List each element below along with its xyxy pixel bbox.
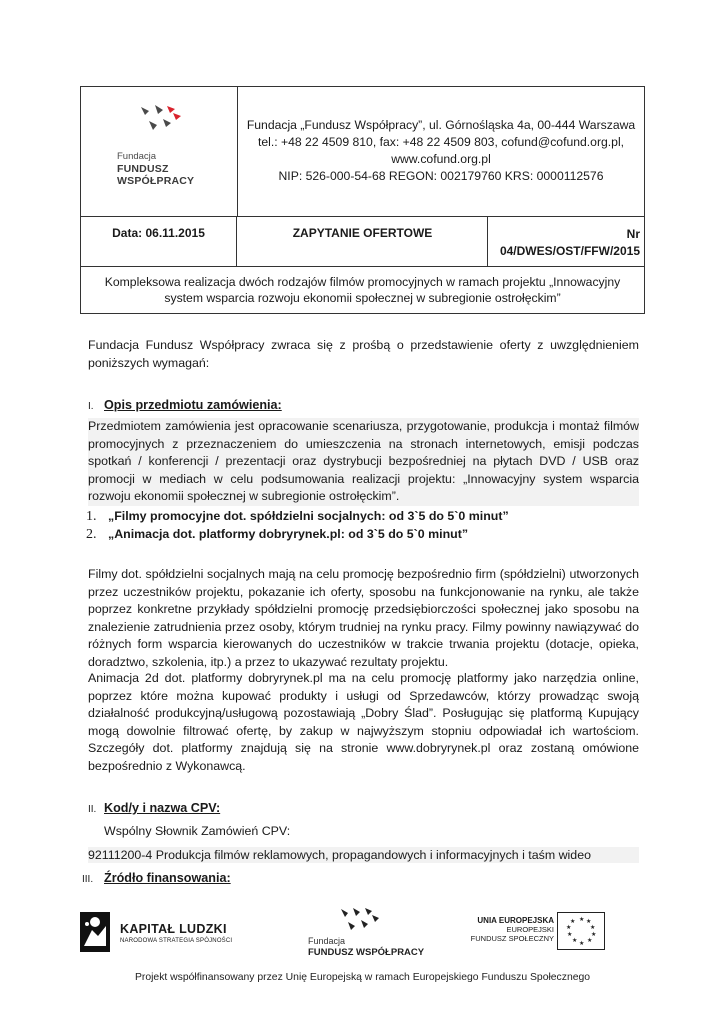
eu-line-1: UNIA EUROPEJSKA	[477, 916, 554, 925]
header-row-top	[81, 87, 644, 217]
eu-text-block	[444, 916, 554, 943]
list-item	[86, 509, 509, 525]
footer-cofinancing-note: Projekt współfinansowany przez Unię Europejską w ramach Europejskiego Funduszu Społecznego	[134, 972, 591, 983]
svg-text:★: ★	[587, 937, 593, 944]
doc-number-label: Nr	[626, 227, 640, 241]
header-row-meta	[81, 216, 644, 267]
ffw-birds-icon	[338, 906, 384, 936]
list-item-number: 2.	[86, 527, 97, 542]
section3-numeral: III.	[82, 874, 94, 885]
subject-line-1: Kompleksowa realizacja dwóch rodzajów filmów promocyjnych w ramach projektu „Innowacyjny	[104, 275, 621, 289]
svg-text:★: ★	[567, 931, 573, 938]
svg-text:★: ★	[579, 916, 585, 923]
section2-title: Kod/y i nazwa CPV:	[104, 801, 221, 815]
list-item-number: 1.	[86, 509, 97, 524]
eu-line-3: FUNDUSZ SPOŁECZNY	[470, 934, 554, 943]
section1-paragraph: Przedmiotem zamówienia jest opracowanie scenariusza, przygotowanie, produkcja i montaż filmów promocyjnych z przeznaczeniem do umieszczenia na stronach internetowych, emisji podczas spotkań / konferencji / prezentacji oraz dystrybucji bezpośredniej na płytach DVD / USB oraz promocji w mediach w celu podsumowania realizacji projektu: „Innowacyjny system wsparcia rozwoju ekonomii społecznej w subregionie ostrołęckim”.	[88, 418, 639, 506]
cpv-dictionary-label: Wspólny Słownik Zamówień CPV:	[104, 824, 291, 838]
cpv-code: 92111200-4 Produkcja filmów reklamowych, propagandowych i informacyjnych i taśm wideo	[88, 847, 639, 863]
ffw-birds-icon	[137, 103, 187, 139]
doc-number	[489, 216, 644, 266]
svg-text:★: ★	[591, 931, 597, 938]
subject-line-2: system wsparcia rozwoju ekonomii społecznej w subregionie ostrołęckim”	[164, 291, 561, 305]
list-item-text: „Filmy promocyjne dot. spółdzielni socjalnych: od 3`5 do 5`0 minut”	[108, 509, 509, 523]
svg-text:★: ★	[590, 924, 596, 931]
section1-numeral: I.	[88, 401, 94, 412]
eu-flag-icon	[557, 912, 605, 950]
kl-subtitle: NARODOWA STRATEGIA SPÓJNOŚCI	[120, 938, 233, 944]
doc-date: Data: 06.11.2015	[81, 216, 237, 266]
address-line-2: tel.: +48 22 4509 810, fax: +48 22 4509 803, cofund@cofund.org.pl,	[257, 135, 625, 149]
address-line-3: www.cofund.org.pl	[391, 152, 491, 166]
svg-text:★: ★	[566, 924, 572, 931]
kl-title: KAPITAŁ LUDZKI	[120, 922, 227, 936]
section2-numeral: II.	[88, 804, 97, 815]
section1-paragraph-2: Filmy dot. spółdzielni socjalnych mają na celu promocję bezpośrednio firm (spółdzielni) utworzonych przez uczestników projektu, pokazanie ich oferty, sposobu na funkcjonowanie na rynku, ale także poprzez konkretne przykłady spółdzielni promocję przedsiębiorczości społecznej jako sposobu na znalezienie zatrudnienia przez osoby, którym trudniej na rynku pracy. Filmy powinny nawiązywać do różnych form wsparcia kierowanych do uczestników w trakcie trwania projektu (dotacje, opieka, doradztwo, szkolenia, itp.) a przez to ukazywać rezultaty projektu.	[88, 567, 639, 669]
intro-paragraph: Fundacja Fundusz Współpracy zwraca się z prośbą o przedstawienie oferty z uwzględnieniem poniższych wymagań:	[88, 338, 639, 370]
ffw-footer-name: FUNDUSZ WSPÓŁPRACY	[308, 947, 425, 958]
section3-title: Źródło finansowania:	[104, 871, 231, 885]
logo-cell	[81, 87, 238, 216]
svg-text:★: ★	[570, 918, 576, 925]
eu-line-2: EUROPEJSKI	[506, 925, 554, 934]
section1-title: Opis przedmiotu zamówienia:	[104, 398, 282, 412]
address-block	[238, 117, 644, 185]
subject	[81, 267, 644, 313]
list-item-text: „Animacja dot. platformy dobryrynek.pl: od 3`5 do 5`0 minut”	[108, 527, 469, 541]
ffw-footer-fundacja: Fundacja	[308, 936, 346, 946]
section1-paragraph-3: Animacja 2d dot. platformy dobryrynek.pl ma na celu promocję platformy jako narzędzia online, poprzez które można kupować produkty i usługi od Sprzedawców, którzy prowadząc swoją działalność produkcyjną/usługową pozostawiają „Dobry Ślad”. Posługując się platformą Kupujący mogą dowolnie filtrować ofertę, by zakup w najwyższym stopniu odpowiadał ich wartościom. Szczegóły dot. platformy znajdują się na stronie www.dobryrynek.pl oraz zostaną omówione bezpośrednio z Wykonawcą.	[88, 671, 639, 773]
address-line-4: NIP: 526-000-54-68 REGON: 002179760 KRS: 0000112576	[278, 169, 604, 183]
doc-type: ZAPYTANIE OFERTOWE	[238, 216, 488, 266]
doc-number-value: 04/DWES/OST/FFW/2015	[499, 244, 640, 258]
address-line-1: Fundacja „Fundusz Współpracy”, ul. Górnośląska 4a, 00-444 Warszawa	[246, 118, 636, 132]
ffw-footer-logo	[308, 906, 425, 962]
svg-text:★: ★	[586, 918, 592, 925]
logo-fundacja: Fundacja	[117, 151, 157, 162]
svg-text:★: ★	[572, 937, 578, 944]
list-item	[86, 527, 468, 543]
kapital-ludzki-logo	[78, 908, 238, 958]
kapital-ludzki-icon	[78, 910, 112, 954]
header-table	[80, 86, 645, 314]
logo-ffw: FUNDUSZ WSPÓŁPRACY	[117, 163, 195, 187]
svg-text:★: ★	[579, 940, 585, 947]
